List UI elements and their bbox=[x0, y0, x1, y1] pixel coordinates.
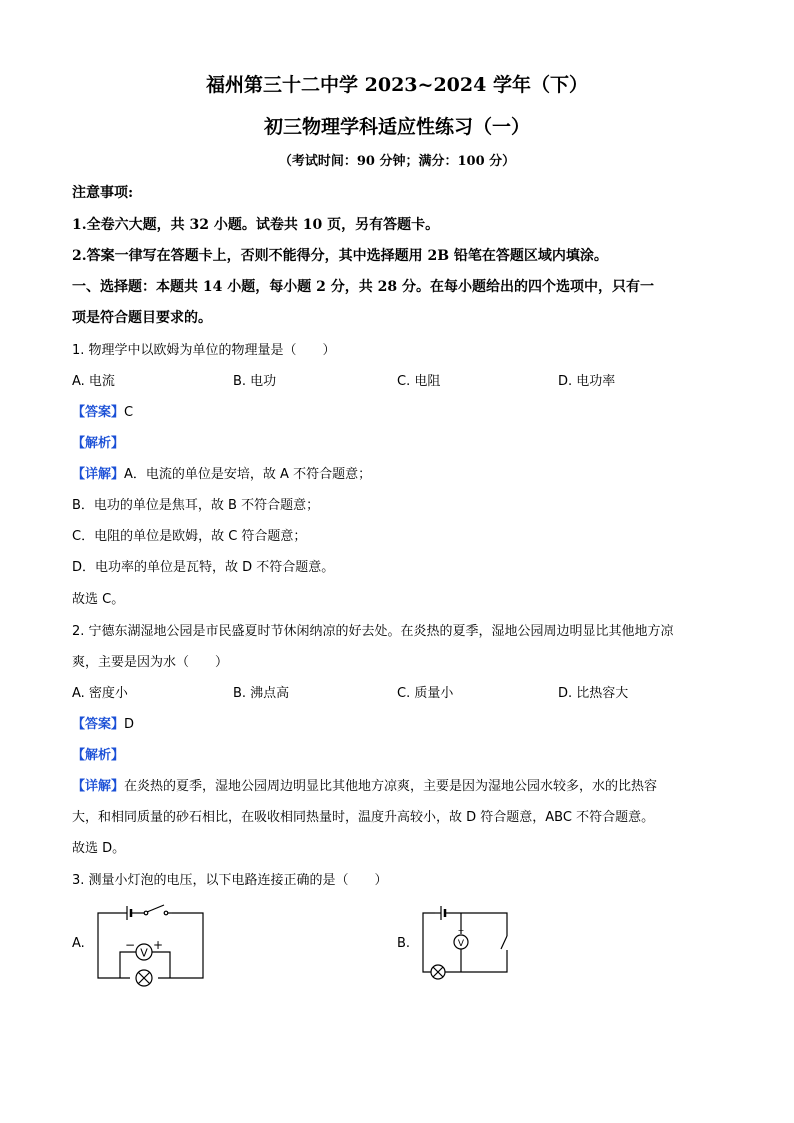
voltmeter-left-wire bbox=[120, 952, 136, 978]
q3-circuit-diagram-b bbox=[415, 900, 523, 988]
voltmeter-plus: + bbox=[152, 938, 164, 952]
q1-detail-text-1: A．电流的单位是安培，故 A 不符合题意； bbox=[124, 467, 372, 482]
section-heading-line-2: 项是符合题目要求的。 bbox=[72, 310, 212, 326]
q1-analysis-line bbox=[72, 432, 124, 451]
q1-answer: C bbox=[124, 405, 134, 420]
notes-item-2: 2.答案一律写在答题卡上，否则不能得分，其中选择题用 2B 铅笔在答题区域内填涂。 bbox=[72, 248, 608, 264]
circuit-b-bottom-wire bbox=[445, 950, 507, 972]
q1-option-d: D. 电功率 bbox=[558, 374, 616, 389]
q1-detail-line-4: D．电功率的单位是瓦特，故 D 不符合题意。 bbox=[72, 560, 335, 575]
q2-detail-text-1: 在炎热的夏季，湿地公园周边明显比其他地方凉爽，主要是因为湿地公园水较多，水的比热容 bbox=[124, 779, 658, 794]
q2-detail-line-1 bbox=[72, 775, 657, 794]
q3-option-a-label: A. bbox=[72, 936, 85, 951]
q1-detail-line-1 bbox=[72, 463, 371, 482]
voltmeter-letter: V bbox=[140, 946, 148, 960]
q2-answer-line bbox=[72, 713, 134, 732]
switch-contact-right bbox=[164, 911, 168, 915]
q1-option-b: B. 电功 bbox=[233, 374, 277, 389]
voltmeter-plus: + bbox=[457, 926, 465, 935]
q2-option-d: D. 比热容大 bbox=[558, 686, 629, 701]
analysis-tag: 【解析】 bbox=[72, 748, 125, 763]
voltmeter-right-wire bbox=[152, 952, 170, 978]
q1-option-a: A. 电流 bbox=[72, 374, 115, 389]
question-2-stem-line-1: 2. 宁德东湖湿地公园是市民盛夏时节休闲纳凉的好去处。在炎热的夏季，湿地公园周边明显比其他地方凉 bbox=[72, 624, 674, 639]
voltmeter-minus: − bbox=[124, 938, 136, 952]
q2-answer: D bbox=[124, 717, 135, 732]
switch-blade bbox=[501, 936, 507, 949]
question-2-stem-line-2: 爽，主要是因为水（ ） bbox=[72, 655, 229, 670]
q1-detail-line-3: C．电阻的单位是欧姆，故 C 符合题意； bbox=[72, 529, 307, 544]
question-1-stem: 1. 物理学中以欧姆为单位的物理量是（ ） bbox=[72, 343, 336, 358]
voltmeter-letter: V bbox=[457, 939, 465, 949]
q1-answer-line bbox=[72, 401, 133, 420]
switch-blade bbox=[147, 905, 164, 912]
notes-item-1: 1.全卷六大题，共 32 小题。试卷共 10 页，另有答题卡。 bbox=[72, 217, 440, 233]
q2-option-c: C. 质量小 bbox=[397, 686, 454, 701]
answer-tag: 【答案】 bbox=[72, 717, 125, 732]
q1-option-c: C. 电阻 bbox=[397, 374, 441, 389]
q2-option-a: A. 密度小 bbox=[72, 686, 128, 701]
analysis-tag: 【解析】 bbox=[72, 436, 125, 451]
question-3-stem: 3. 测量小灯泡的电压，以下电路连接正确的是（ ） bbox=[72, 873, 388, 888]
detail-tag: 【详解】 bbox=[72, 467, 125, 482]
q1-conclusion: 故选 C。 bbox=[72, 592, 125, 607]
circuit-b-left-wire bbox=[423, 913, 435, 972]
q2-option-b: B. 沸点高 bbox=[233, 686, 290, 701]
section-heading-line-1: 一、选择题：本题共 14 小题，每小题 2 分，共 28 分。在每小题给出的四个选项中，只有一 bbox=[72, 279, 654, 295]
q3-option-b-label: B. bbox=[397, 936, 411, 951]
circuit-a-right-wire bbox=[158, 913, 203, 978]
q1-detail-line-2: B．电功的单位是焦耳，故 B 不符合题意； bbox=[72, 498, 320, 513]
exam-info: （考试时间：90 分钟；满分：100 分） bbox=[278, 154, 516, 169]
q2-conclusion: 故选 D。 bbox=[72, 841, 126, 856]
q2-detail-line-2: 大，和相同质量的砂石相比，在吸收相同热量时，温度升高较小，故 D 符合题意，ABC 不符合题意。 bbox=[72, 810, 655, 825]
q2-analysis-line bbox=[72, 744, 124, 763]
document-title: 福州第三十二中学 2023~2024 学年（下） bbox=[206, 74, 588, 96]
notes-heading: 注意事项: bbox=[72, 185, 134, 201]
document-subtitle: 初三物理学科适应性练习（一） bbox=[263, 116, 530, 138]
q3-circuit-diagram-a bbox=[90, 900, 214, 988]
detail-tag: 【详解】 bbox=[72, 779, 125, 794]
answer-tag: 【答案】 bbox=[72, 405, 125, 420]
